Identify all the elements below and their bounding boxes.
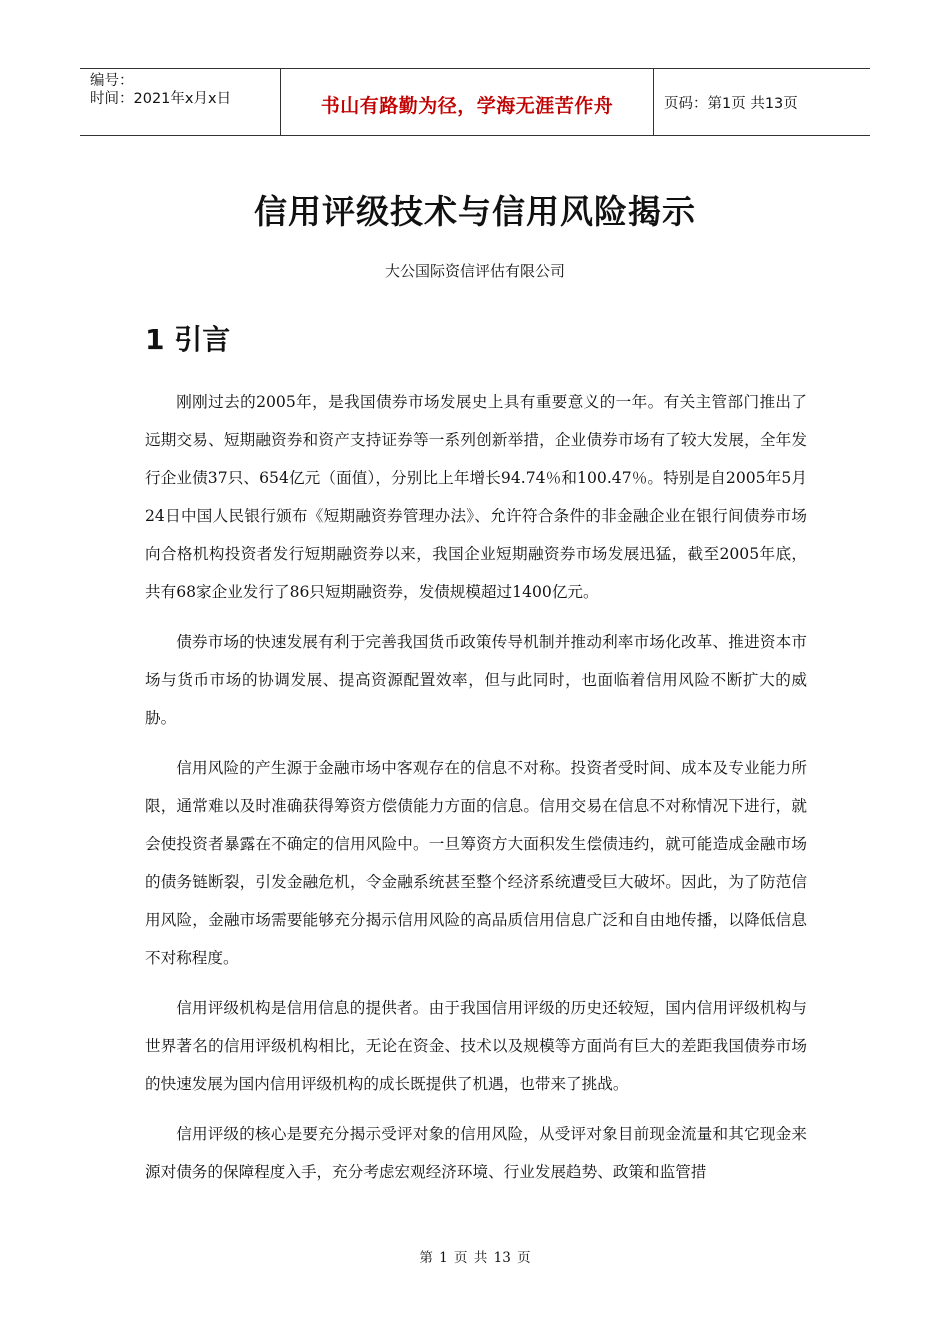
header-meta: [80, 69, 281, 135]
document-author: 大公国际资信评估有限公司: [384, 262, 565, 280]
header-page-info: 页码：第1页 共13页: [664, 95, 798, 112]
paragraph: 信用风险的产生源于金融市场中客观存在的信息不对称。投资者受时间、成本及专业能力所限，通常难以及时准确获得筹资方偿债能力方面的信息。信用交易在信息不对称情况下进行，就会使投资者暴露在不确定的信用风险中。一旦筹资方大面积发生偿债违约，就可能造成金融市场的债务链断裂，引发金融危机，令金融系统甚至整个经济系统遭受巨大破坏。因此，为了防范信用风险，金融市场需要能够充分揭示信用风险的高品质信用信息广泛和自由地传播，以降低信息不对称程度。: [145, 759, 807, 967]
header-motto: 书山有路勤为径，学海无涯苦作舟: [320, 94, 614, 117]
paragraph: 信用评级机构是信用信息的提供者。由于我国信用评级的历史还较短，国内信用评级机构与世界著名的信用评级机构相比，无论在资金、技术以及规模等方面尚有巨大的差距我国债券市场的快速发展为国内信用评级机构的成长既提供了机遇，也带来了挑战。: [145, 999, 807, 1093]
page-header: [80, 68, 870, 136]
header-motto-cell: [281, 69, 654, 135]
document-title: 信用评级技术与信用风险揭示: [254, 192, 696, 231]
header-page-info-cell: [654, 69, 870, 135]
paragraph: 刚刚过去的2005年，是我国债券市场发展史上具有重要意义的一年。有关主管部门推出了远期交易、短期融资券和资产支持证券等一系列创新举措，企业债券市场有了较大发展，全年发行企业债37只、654亿元（面值），分别比上年增长94.74％和100.47％。特别是自2005年5月24日中国人民银行颁布《短期融资券管理办法》、允许符合条件的非金融企业在银行间债券市场向合格机构投资者发行短期融资券以来，我国企业短期融资券市场发展迅猛，截至2005年底，共有68家企业发行了86只短期融资券，发债规模超过1400亿元。: [145, 393, 807, 601]
page-footer: 第 1 页 共 13 页: [419, 1250, 531, 1266]
paragraph: 债券市场的快速发展有利于完善我国货币政策传导机制并推动利率市场化改革、推进资本市场与货币市场的协调发展、提高资源配置效率，但与此同时，也面临着信用风险不断扩大的威胁。: [145, 633, 807, 727]
date-label: 时间：2021年x月x日: [90, 91, 232, 107]
section-body: [145, 383, 807, 1203]
paragraph: 信用评级的核心是要充分揭示受评对象的信用风险，从受评对象目前现金流量和其它现金来源对债务的保障程度入手，充分考虑宏观经济环境、行业发展趋势、政策和监管措: [145, 1125, 807, 1181]
number-label: 编号：: [90, 73, 134, 89]
section-heading: 1 引言: [145, 323, 231, 356]
